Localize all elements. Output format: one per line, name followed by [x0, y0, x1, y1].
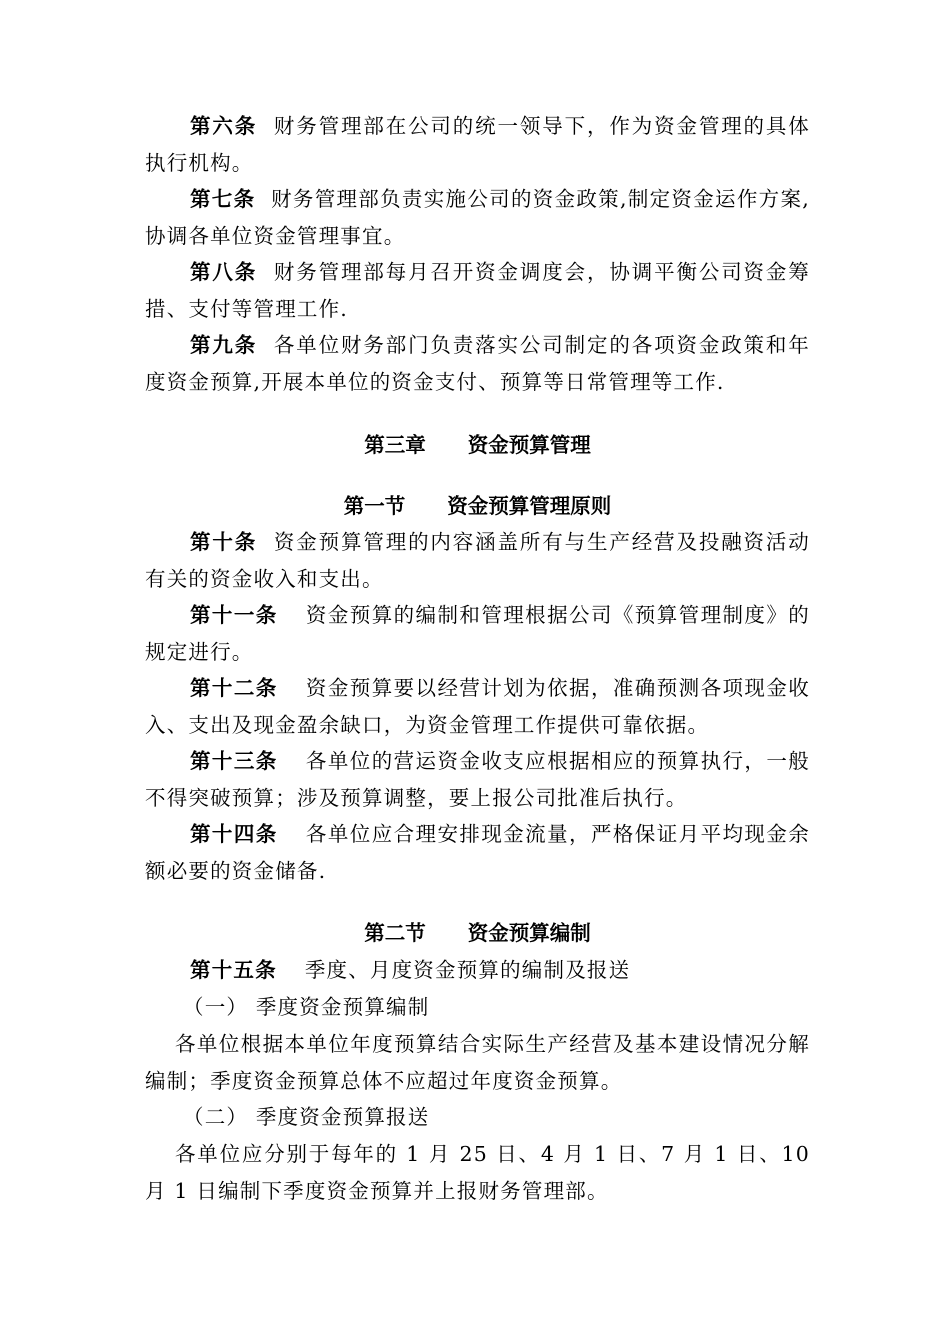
article-text: 财务管理部在公司的统一领导下，作为资金管理的具体执行机构。 [145, 114, 810, 175]
article-label: 第七条 [190, 187, 256, 211]
article-text: 资金预算管理的内容涵盖所有与生产经营及投融资活动有关的资金收入和支出。 [145, 530, 810, 591]
article-text: 财务管理部每月召开资金调度会，协调平衡公司资金筹措、支付等管理工作. [145, 260, 810, 321]
section-number: 第一节 [343, 494, 406, 518]
article-label: 第十三条 [190, 749, 278, 773]
item-body [145, 1026, 810, 1100]
item-label: （一） [183, 995, 249, 1019]
article-7 [145, 181, 810, 255]
article-15 [145, 952, 810, 989]
chapter-number: 第三章 [364, 433, 426, 457]
article-13 [145, 743, 810, 817]
item-label: （二） [183, 1105, 249, 1129]
item-heading [145, 1099, 810, 1136]
section-heading [145, 915, 810, 952]
section-number: 第二节 [364, 921, 426, 945]
article-label: 第十二条 [190, 676, 278, 700]
article-text: 各单位财务部门负责落实公司制定的各项资金政策和年度资金预算,开展本单位的资金支付、预算等日常管理等工作. [145, 333, 810, 394]
article-14 [145, 816, 810, 890]
item-text: 各单位应分别于每年的 1 月 25 日、4 月 1 日、7 月 1 日、10 月 1 日编制下季度资金预算并上报财务管理部。 [145, 1142, 810, 1203]
section-heading [145, 488, 810, 525]
article-8 [145, 254, 810, 328]
article-11 [145, 597, 810, 671]
section-title: 资金预算编制 [467, 921, 591, 945]
article-text: 季度、月度资金预算的编制及报送 [304, 958, 631, 982]
article-text: 财务管理部负责实施公司的资金政策,制定资金运作方案,协调各单位资金管理事宜。 [145, 187, 810, 248]
article-label: 第十四条 [190, 822, 278, 846]
article-10 [145, 524, 810, 598]
article-text: 资金预算要以经营计划为依据，准确预测各项现金收入、支出及现金盈余缺口，为资金管理工作提供可靠依据。 [145, 676, 810, 737]
section-title: 资金预算管理原则 [447, 494, 612, 518]
article-9 [145, 327, 810, 401]
article-label: 第十五条 [190, 958, 277, 982]
chapter-heading [145, 427, 810, 464]
article-12 [145, 670, 810, 744]
article-label: 第十条 [190, 530, 258, 554]
item-heading [145, 989, 810, 1026]
article-6 [145, 108, 810, 182]
article-label: 第八条 [190, 260, 258, 284]
article-label: 第九条 [190, 333, 258, 357]
item-title: 季度资金预算报送 [255, 1105, 430, 1129]
article-text: 各单位应合理安排现金流量，严格保证月平均现金余额必要的资金储备. [145, 822, 810, 883]
article-text: 各单位的营运资金收支应根据相应的预算执行，一般不得突破预算；涉及预算调整，要上报公司批准后执行。 [145, 749, 810, 810]
article-text: 资金预算的编制和管理根据公司《预算管理制度》的规定进行。 [145, 603, 810, 664]
item-title: 季度资金预算编制 [255, 995, 430, 1019]
article-label: 第十一条 [190, 603, 278, 627]
article-label: 第六条 [190, 114, 258, 138]
item-body [145, 1136, 810, 1210]
chapter-title: 资金预算管理 [467, 433, 591, 457]
item-text: 各单位根据本单位年度预算结合实际生产经营及基本建设情况分解编制；季度资金预算总体不应超过年度资金预算。 [145, 1032, 810, 1093]
